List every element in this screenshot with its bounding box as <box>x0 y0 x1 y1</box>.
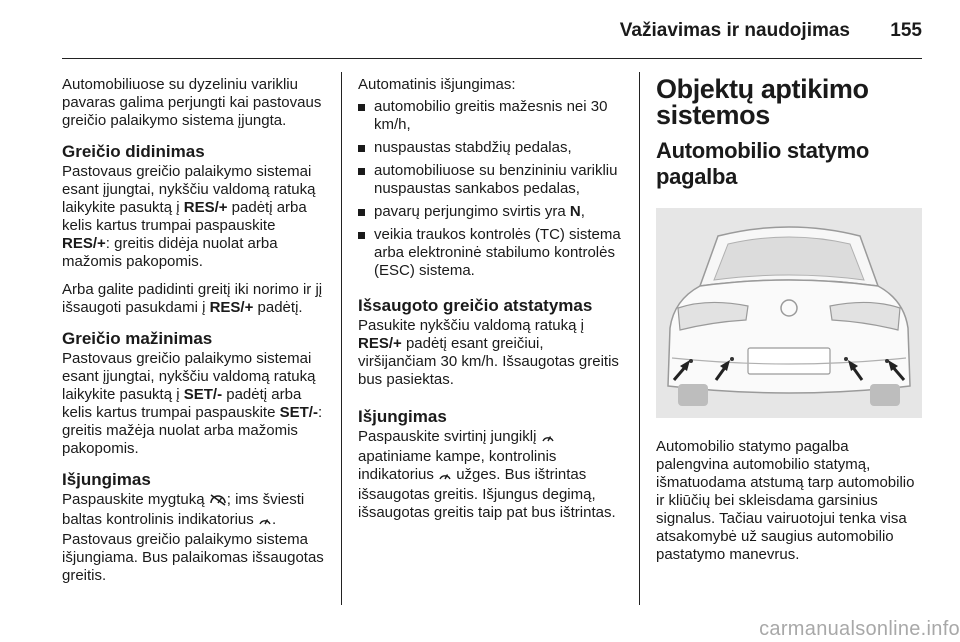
intro-paragraph: Automobiliuose su dyzeliniu varikliu pavaras galima perjungti kai pastovaus greičio palaikymo sistema įjungta. <box>62 76 322 129</box>
off-paragraph-2: Pastovaus greičio palaikymo sistema išjungiama. Bus palaikomas išsaugotas greitis. <box>62 531 324 584</box>
section-heading-off: Išjungimas <box>62 470 151 489</box>
list-item: pavarų perjungimo svirtis yra N, <box>358 203 624 221</box>
off-2-paragraph: Paspauskite svirtinį jungiklį apatiniame kampe, kontrolinis indikatorius užges. Bus ištrintas išsaugotas greitis. Išjungus degimą, išsaugotas greitis taip pat bus ištrintas. <box>358 428 616 521</box>
section-heading-off-2: Išjungimas <box>358 407 447 426</box>
bullet-mark <box>358 168 365 175</box>
auto-off-list <box>358 98 624 280</box>
header-divider <box>62 58 922 59</box>
parking-assist-paragraph: Automobilio statymo pagalba palengvina automobilio statymą, išmatuodama atstumą tarp automobilio ir kliūčių bei skleisdama garsinius signalus. Tačiau vairuotojui tenka visa atsakomybė už saugius automobilio pastatymo manevrus. <box>656 438 915 563</box>
column-divider-1 <box>341 72 342 605</box>
page-number: 155 <box>890 20 922 41</box>
bullet-mark <box>358 104 365 111</box>
section-title: Objektų aptikimo sistemos <box>656 74 869 130</box>
list-item: nuspaustas stabdžių pedalas, <box>358 139 624 157</box>
cruise-control-off-icon <box>209 493 227 511</box>
increase-paragraph-1: Pastovaus greičio palaikymo sistemai esant įjungtai, nykščiu valdomą ratuką laikykite pasuktą į RES/+ padėtį arba kelis kartus trumpai paspauskite RES/+: greitis didėja nuolat arba mažomis pakopomis. <box>62 163 316 270</box>
column-2 <box>358 76 624 532</box>
car-rear-view-drawing <box>656 208 922 418</box>
bullet-mark <box>358 145 365 152</box>
column-divider-2 <box>639 72 640 605</box>
bullet-mark <box>358 209 365 216</box>
header-title: Važiavimas ir naudojimas <box>619 20 850 41</box>
section-heading-restore: Išsaugoto greičio atstatymas <box>358 296 593 315</box>
section-heading-increase: Greičio didinimas <box>62 142 205 161</box>
section-subtitle: Automobilio statymo pagalba <box>656 138 870 189</box>
parking-assist-illustration <box>656 208 922 418</box>
section-heading-decrease: Greičio mažinimas <box>62 329 213 348</box>
list-item: automobilio greitis mažesnis nei 30 km/h, <box>358 98 624 134</box>
restore-paragraph: Pasukite nykščiu valdomą ratuką į RES/+ padėtį esant greičiui, viršijančiam 30 km/h. Išsaugotas greitis bus pasiektas. <box>358 317 619 388</box>
column-3 <box>656 76 924 574</box>
increase-paragraph-2: Arba galite padidinti greitį iki norimo ir jį išsaugoti pasukdami į RES/+ padėtį. <box>62 281 323 316</box>
list-item: veikia traukos kontrolės (TC) sistema arba elektroninė stabilumo kontrolės (ESC) sistema. <box>358 226 624 280</box>
bullet-mark <box>358 232 365 239</box>
cruise-control-indicator-icon <box>541 430 555 448</box>
cruise-control-indicator-icon <box>438 468 452 486</box>
column-1 <box>62 76 324 595</box>
auto-off-intro: Automatinis išjungimas: <box>358 76 516 93</box>
off-paragraph-1: Paspauskite mygtuką ; ims šviesti baltas kontrolinis indikatorius . <box>62 491 324 531</box>
cruise-control-indicator-icon <box>258 513 272 531</box>
list-item: automobiliuose su benzininiu varikliu nuspaustas sankabos pedalas, <box>358 162 624 198</box>
decrease-paragraph: Pastovaus greičio palaikymo sistemai esant įjungtai, nykščiu valdomą ratuką laikykite pasuktą į SET/- padėtį arba kelis kartus trumpai paspauskite SET/-: greitis mažėja nuolat arba mažomis pakopomis. <box>62 350 323 457</box>
watermark: carmanualsonline.info <box>759 618 960 640</box>
